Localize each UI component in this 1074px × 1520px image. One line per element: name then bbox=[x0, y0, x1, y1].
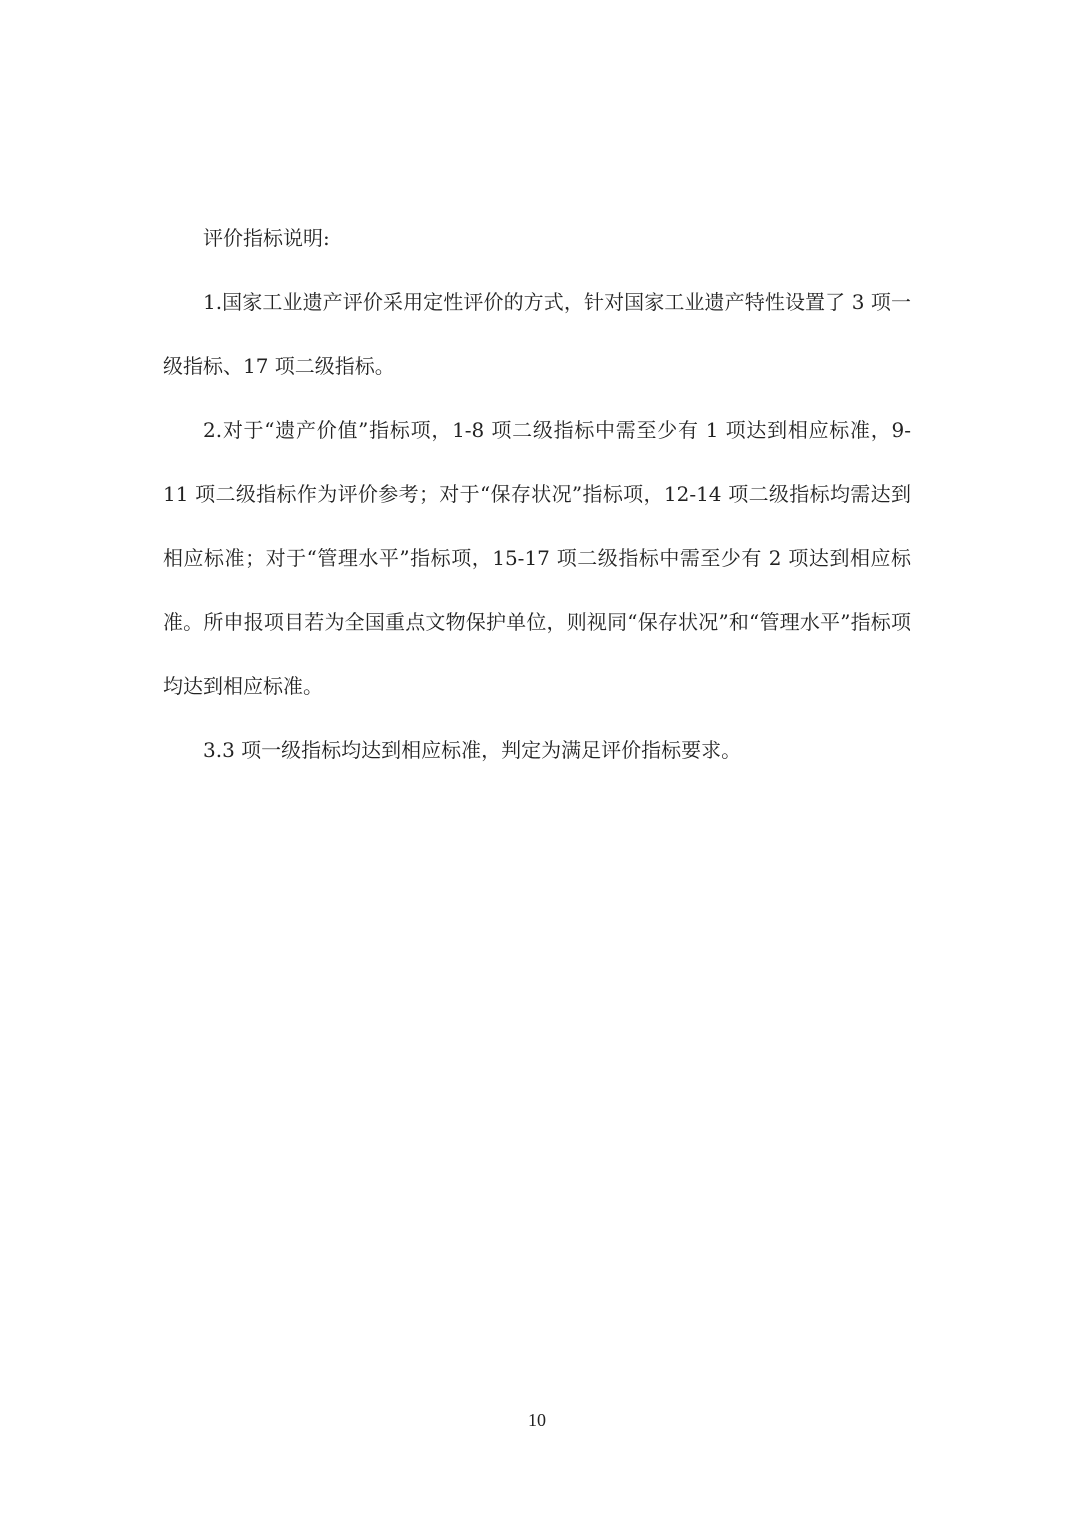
paragraph-3: 3.3 项一级指标均达到相应标准，判定为满足评价指标要求。 bbox=[203, 738, 742, 762]
paragraph-1: 1.国家工业遗产评价采用定性评价的方式，针对国家工业遗产特性设置了 3 项一级指标、17 项二级指标。 bbox=[163, 290, 911, 378]
section-heading: 评价指标说明: bbox=[203, 226, 330, 250]
document-body bbox=[163, 206, 911, 782]
page-number: 10 bbox=[528, 1410, 546, 1430]
paragraph-2: 2.对于“遗产价值”指标项，1-8 项二级指标中需至少有 1 项达到相应标准，9-11 项二级指标作为评价参考；对于“保存状况”指标项，12-14 项二级指标均需达到相应标准；对于“管理水平”指标项，15-17 项二级指标中需至少有 2 项达到相应标准。所申报项目若为全国重点文物保护单位，则视同“保存状况”和“管理水平”指标项均达到相应标准。 bbox=[163, 418, 911, 698]
